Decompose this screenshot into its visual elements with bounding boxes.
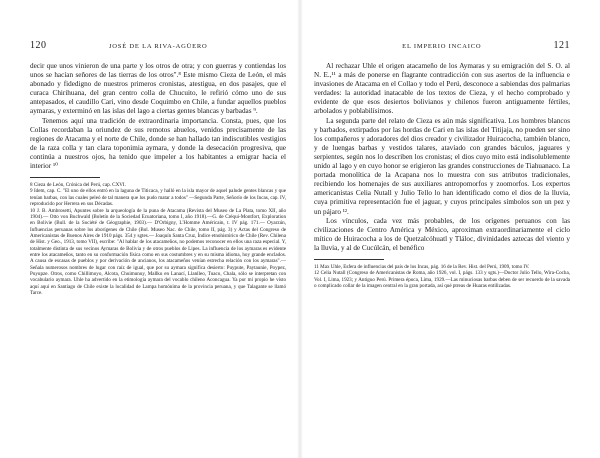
footnote-9: 9 Idem, cap. C. "El uno de ellos entró en la laguna de Titicaca, y halló en la isla mayor de aquel palude gentes blancas y que tenían barbas, con las cuales peleó de tal manera que los pudo matar a todos" —Segunda Parte, Señorío de los Incas, cap. IV, reproducido por Herrera en sus Décadas. xyxy=(30,188,286,208)
right-running-title: EL IMPERIO INCAICO xyxy=(402,43,482,50)
right-paragraph-2: La segunda parte del relato de Cieza es aún más significativa. Los hombres blancos y barbados, extirpados por las hordas de Cari en las islas del Titijaja, no pueden ser sino los compañeros y adoradores del dios creador y civilizador Huiracocha, también blanco, y de luengas barbas y vestidos talares, atavíado con grandes báculos, jaguares y serpientes, según nos lo describen los cronistas; el dios cuyo mito está indisolublemente unido al lago y en cuyo honor se erigieron las grandes construcciones de Tiahuanaco. La portada monolítica de la Acapana nos lo muestra con sus atributos tradicionales, recibiendo los homenajes de sus auxiliares antropomorfos y zoomorfos. Los expertos americanistas Celia Nutall y Julio Tello lo han identificado como el dios de la lluvia, cuya primitiva representación fue el jaguar, y cuyos principales símbolos son un pez y un pájaro ¹². xyxy=(314,116,570,216)
footnote-8: 8 Cieza de León, Crónica del Perú, cap. CXVI. xyxy=(30,182,126,189)
right-footnote-rule xyxy=(314,259,384,260)
footnote-12: 12 Celia Nutall (Congreso de Americanistas de Roma, año 1926, vol. I, págs. 133 y sgts.)—Doctor Julio Tello, Wira-Cocha, Vol. I, Lima, 1923; y Antiguo Perú. Primera época, Lima, 1929.—Las minuciosas barbas deben de ser recuerdo de la savada o complicado collar de la imagen central en la gran portada, así qué ptreas de Huaras entilizadas. xyxy=(314,270,570,289)
right-footnotes xyxy=(314,264,570,289)
left-footnotes xyxy=(30,182,286,296)
left-paragraph-1: decir que unos vinieron de una parte y los otros de otra; y con guerras y contiendas los unos se hacían señores de las tierras de los otros".⁸ Este mismo Cieza de León, el más abonado y fidedigno de nuestros primeros cronistas, atestigua, en dos pasajes, que el curaca Chirihuana, del gran centro colla de Chucuito, le refirió cómo uno de sus antepasados, el caudillo Cari, vino desde Coquimbo en Chile, a fundar aquellos pueblos aymaras, y exterminó en las islas del lago a ciertas gentes blancas y barbadas ⁹. xyxy=(30,62,286,116)
left-running-head xyxy=(30,40,286,52)
right-body xyxy=(314,62,570,253)
left-paragraph-2: Tenemos aquí una tradición de extraordinaria importancia. Consta, pues, que los Collas recordaban la oriundez de sus remotos abuelos, venidos precisamente de las regiones de Atacama y el norte de Chile, donde se han hallado tan indiscutibles vestigios de la raza colla y tan clara toponimia aymara, y donde la desecación progresiva, que continúa a nuestros ojos, ha tenido que impeler a los habitantes a emigrar hacia el interior ¹⁰ xyxy=(30,116,286,171)
left-footnote-rule xyxy=(30,177,100,178)
footnote-11: 11 Max Uhle, Esfera de influencias del país de los Incas, pág. 16 de la Rev. Hist. del Perú, 1909, tomo IV. xyxy=(314,263,530,270)
left-body xyxy=(30,62,286,171)
right-running-head xyxy=(314,40,570,52)
right-page xyxy=(300,0,600,458)
right-page-number: 121 xyxy=(553,40,570,51)
left-page-number: 120 xyxy=(30,40,47,51)
right-paragraph-1: Al rechazar Uhle el origen atacameño de los Aymaras y su emigración del S. O. al N. E.,¹¹ a más de ponerse en flagrante contradicción con sus asertos de la influencia e invasiones de Atacama en el Collao y todo el Perú, desconoce a sabiendas dos palmarias verdades: la autoridad inatacable de los textos de Cieza, y el hecho comprobado y evidente de que esos desiertos bolivianos y chilenos fueron antiguamente fértiles, arbolados y poblabilísimos. xyxy=(314,62,570,116)
footnote-10: 10 J. B. Ambrosetti, Apuntes sobre la arqueología de la puna de Atacama (Revista del Museo de La Plata, tomo XII, año 1904).— Otto von Buchwald (Boletín de la Sociedad Ecuatoriana, tomo I, año 1918).—G. de Créqui-Montfort, Exploration en Bolivie (Bull. de la Société de Géographie, 1903).— D'Orbigny, L'Homme Américain, t. IV pág. 171.— Oyarzún, Influencias peruanas sobre los aborígenes de Chile (Bol. Museo Nac. de Chile, tomo II, pág. 3) y Actas del Congreso de Americanistas de Buenos Aires de 1910 págs. 354 y sgtes.— Joaquín Santa Cruz, Índice etnohistórico de Chile (Rev. Chilena de Hist. y Geo., 1913, tomo VII), escribe: "Al hablar de los atacameños, no podemos reconocer en ellos una raza especial. Y, totalmente distinta de sus vecinos Aymaras de Bolivia y de otros pueblos de Lipes. La influencia de los aymaras es evidente entre los atacameños, tanto en su conformación física como en sus costumbres y en su misma idioma, hoy grande enclados. A causa de escasas de pueblos y por derivación de ancianos, los atacameños venían estrecha relación con los aymaras".— Señala numerosos nombres de lugar con raíz de igual, que por su aymara significa desierto: Puypute, Paytaunie, Poypez, Puyupze. Otros, como Chillimoyo, Alcota, Chuimunuy, Mallku en Lanací, Llanlleo, Tuaco, Chala, sólo se interpretan con vocabulario aymara. Uhle ha advertido en la etimología aymara del vocablo chileno Aconcagua. Ya por mí propio he visto aquí aquí en Santiago de Chile existe la localidad de Lampa homónima de la provincia peruana, y que Talagante se llamó Tarce. xyxy=(30,207,286,296)
right-paragraph-3: Los vínculos, cada vez más probables, de los orígenes peruanos con las civilizaciones de Centro América y México, aproximan extraordinariamente el ciclo mítico de Huiracocha a los de Quetzalcóhuatl y Tláloc, divinidades aztecas del viento y la lluvia, y al de Cucúlcán, el benéfico xyxy=(314,216,570,252)
left-running-title: JOSÉ DE LA RIVA-AGÜERO xyxy=(108,43,208,50)
